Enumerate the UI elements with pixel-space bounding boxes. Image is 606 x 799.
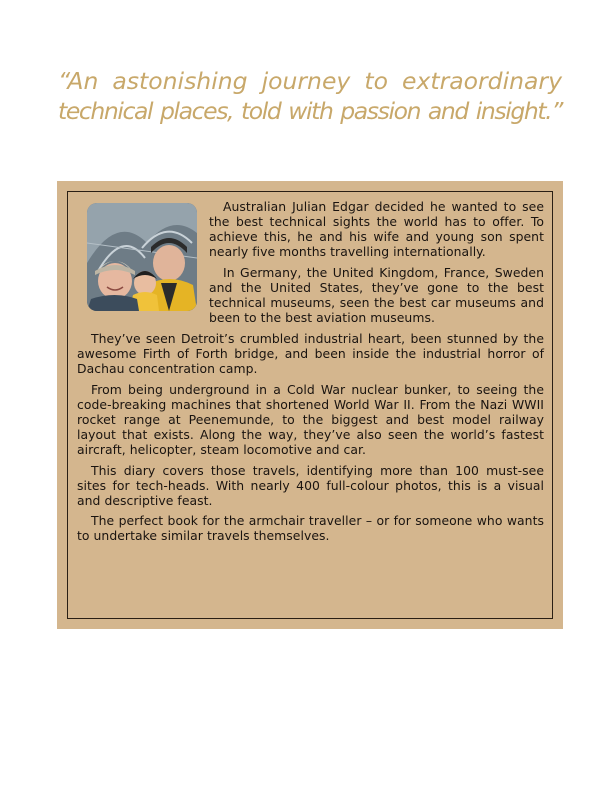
photo-illustration <box>87 203 197 311</box>
blurb-paragraph: They’ve seen Detroit’s crumbled industrial heart, been stunned by the awesome Firth of Forth bridge, and been inside the industrial horror of Dachau concentration camp. <box>77 330 544 376</box>
blurb-panel <box>57 181 563 629</box>
family-selfie-photo <box>87 203 197 311</box>
blurb-paragraph: The perfect book for the armchair traveller – or for someone who wants to undertake similar travels themselves. <box>77 513 544 544</box>
quote-line-1: “An astonishing journey to extraordinary <box>58 67 562 95</box>
cover-quote <box>58 66 562 126</box>
blurb-paragraph: In Germany, the United Kingdom, France, Sweden and the United States, they’ve gone to the best technical museums, seen the best car museums and been to the best aviation museums. <box>209 264 544 326</box>
blurb-paragraph: This diary covers those travels, identifying more than 100 must-see sites for tech-heads. With nearly 400 full-colour photos, this is a visual and descriptive feast. <box>77 462 544 508</box>
blurb-paragraph: Australian Julian Edgar decided he wanted to see the best technical sights the world has to offer. To achieve this, he and his wife and young son spent nearly five months travelling internationally. <box>209 199 544 260</box>
blurb-text <box>77 199 544 549</box>
blurb-frame <box>67 191 553 619</box>
quote-line-2: technical places, told with passion and insight.” <box>58 97 562 125</box>
blurb-paragraph: From being underground in a Cold War nuclear bunker, to seeing the code-breaking machines that shortened World War II. From the Nazi WWII rocket range at Peenemunde, to the biggest and best model railway layout that exists. Along the way, they’ve also seen the world’s fastest aircraft, helicopter, steam locomotive and car. <box>77 381 544 457</box>
